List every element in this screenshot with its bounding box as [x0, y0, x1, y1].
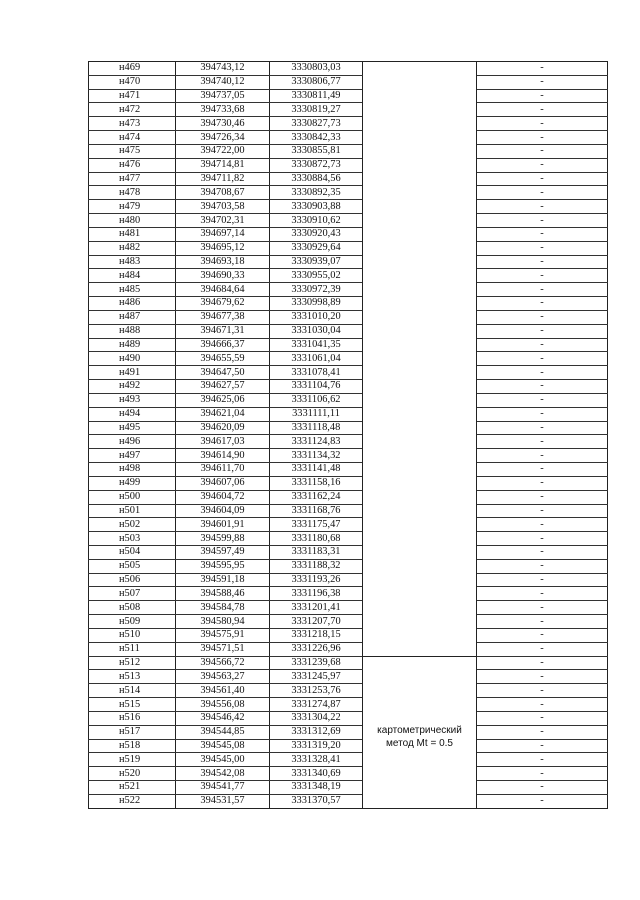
table-row — [89, 214, 608, 228]
table-row — [89, 656, 608, 670]
table-row — [89, 103, 608, 117]
table-row — [89, 338, 608, 352]
x-coordinate-cell: 394671,31 — [176, 324, 270, 338]
point-id-cell: н516 — [89, 711, 176, 725]
dash-cell: - — [477, 545, 608, 559]
x-coordinate-cell: 394740,12 — [176, 75, 270, 89]
dash-cell: - — [477, 131, 608, 145]
y-coordinate-cell: 3331183,31 — [270, 545, 363, 559]
dash-cell: - — [477, 117, 608, 131]
point-id-cell: н509 — [89, 615, 176, 629]
dash-cell: - — [477, 656, 608, 670]
dash-cell: - — [477, 421, 608, 435]
dash-cell: - — [477, 283, 608, 297]
y-coordinate-cell: 3331193,26 — [270, 573, 363, 587]
table-row — [89, 297, 608, 311]
y-coordinate-cell: 3331030,04 — [270, 324, 363, 338]
point-id-cell: н492 — [89, 380, 176, 394]
table-row — [89, 241, 608, 255]
y-coordinate-cell: 3330803,03 — [270, 62, 363, 76]
x-coordinate-cell: 394584,78 — [176, 601, 270, 615]
table-row — [89, 144, 608, 158]
dash-cell: - — [477, 615, 608, 629]
y-coordinate-cell: 3331340,69 — [270, 767, 363, 781]
y-coordinate-cell: 3331218,15 — [270, 628, 363, 642]
point-id-cell: н481 — [89, 227, 176, 241]
point-id-cell: н510 — [89, 628, 176, 642]
table-row — [89, 449, 608, 463]
point-id-cell: н494 — [89, 407, 176, 421]
y-coordinate-cell: 3331010,20 — [270, 310, 363, 324]
y-coordinate-cell: 3331124,83 — [270, 435, 363, 449]
dash-cell: - — [477, 144, 608, 158]
table-row — [89, 421, 608, 435]
x-coordinate-cell: 394722,00 — [176, 144, 270, 158]
point-id-cell: н498 — [89, 463, 176, 477]
y-coordinate-cell: 3330910,62 — [270, 214, 363, 228]
y-coordinate-cell: 3330855,81 — [270, 144, 363, 158]
table-row — [89, 255, 608, 269]
y-coordinate-cell: 3331245,97 — [270, 670, 363, 684]
dash-cell: - — [477, 449, 608, 463]
dash-cell: - — [477, 158, 608, 172]
dash-cell: - — [477, 241, 608, 255]
dash-cell: - — [477, 89, 608, 103]
dash-cell: - — [477, 573, 608, 587]
dash-cell: - — [477, 518, 608, 532]
point-id-cell: н517 — [89, 725, 176, 739]
table-row — [89, 684, 608, 698]
x-coordinate-cell: 394627,57 — [176, 380, 270, 394]
table-row — [89, 269, 608, 283]
y-coordinate-cell: 3330903,88 — [270, 200, 363, 214]
point-id-cell: н512 — [89, 656, 176, 670]
x-coordinate-cell: 394595,95 — [176, 559, 270, 573]
point-id-cell: н514 — [89, 684, 176, 698]
x-coordinate-cell: 394666,37 — [176, 338, 270, 352]
dash-cell: - — [477, 559, 608, 573]
x-coordinate-cell: 394546,42 — [176, 711, 270, 725]
table-row — [89, 200, 608, 214]
dash-cell: - — [477, 324, 608, 338]
point-id-cell: н488 — [89, 324, 176, 338]
x-coordinate-cell: 394531,57 — [176, 794, 270, 808]
y-coordinate-cell: 3331175,47 — [270, 518, 363, 532]
point-id-cell: н501 — [89, 504, 176, 518]
y-coordinate-cell: 3331104,76 — [270, 380, 363, 394]
point-id-cell: н521 — [89, 781, 176, 795]
point-id-cell: н474 — [89, 131, 176, 145]
dash-cell: - — [477, 794, 608, 808]
y-coordinate-cell: 3331274,87 — [270, 698, 363, 712]
y-coordinate-cell: 3330842,33 — [270, 131, 363, 145]
x-coordinate-cell: 394597,49 — [176, 545, 270, 559]
x-coordinate-cell: 394561,40 — [176, 684, 270, 698]
x-coordinate-cell: 394545,08 — [176, 739, 270, 753]
x-coordinate-cell: 394617,03 — [176, 435, 270, 449]
dash-cell: - — [477, 711, 608, 725]
point-id-cell: н490 — [89, 352, 176, 366]
point-id-cell: н471 — [89, 89, 176, 103]
dash-cell: - — [477, 670, 608, 684]
x-coordinate-cell: 394737,05 — [176, 89, 270, 103]
x-coordinate-cell: 394591,18 — [176, 573, 270, 587]
point-id-cell: н478 — [89, 186, 176, 200]
y-coordinate-cell: 3331196,38 — [270, 587, 363, 601]
table-row — [89, 380, 608, 394]
point-id-cell: н473 — [89, 117, 176, 131]
y-coordinate-cell: 3330955,02 — [270, 269, 363, 283]
point-id-cell: н493 — [89, 393, 176, 407]
x-coordinate-cell: 394563,27 — [176, 670, 270, 684]
dash-cell: - — [477, 310, 608, 324]
point-id-cell: н469 — [89, 62, 176, 76]
point-id-cell: н491 — [89, 366, 176, 380]
table-row — [89, 518, 608, 532]
table-row — [89, 698, 608, 712]
table-row — [89, 490, 608, 504]
table-row — [89, 227, 608, 241]
dash-cell: - — [477, 601, 608, 615]
y-coordinate-cell: 3330939,07 — [270, 255, 363, 269]
point-id-cell: н479 — [89, 200, 176, 214]
dash-cell: - — [477, 366, 608, 380]
coordinates-table-body — [89, 62, 608, 809]
x-coordinate-cell: 394647,50 — [176, 366, 270, 380]
y-coordinate-cell: 3331158,16 — [270, 476, 363, 490]
dash-cell: - — [477, 75, 608, 89]
y-coordinate-cell: 3331162,24 — [270, 490, 363, 504]
dash-cell: - — [477, 628, 608, 642]
dash-cell: - — [477, 407, 608, 421]
dash-cell: - — [477, 781, 608, 795]
x-coordinate-cell: 394677,38 — [176, 310, 270, 324]
dash-cell: - — [477, 255, 608, 269]
dash-cell: - — [477, 435, 608, 449]
table-row — [89, 628, 608, 642]
x-coordinate-cell: 394545,00 — [176, 753, 270, 767]
point-id-cell: н506 — [89, 573, 176, 587]
y-coordinate-cell: 3331253,76 — [270, 684, 363, 698]
x-coordinate-cell: 394730,46 — [176, 117, 270, 131]
table-row — [89, 615, 608, 629]
dash-cell: - — [477, 739, 608, 753]
point-id-cell: н519 — [89, 753, 176, 767]
y-coordinate-cell: 3331319,20 — [270, 739, 363, 753]
table-row — [89, 670, 608, 684]
point-id-cell: н482 — [89, 241, 176, 255]
y-coordinate-cell: 3331312,69 — [270, 725, 363, 739]
y-coordinate-cell: 3331106,62 — [270, 393, 363, 407]
point-id-cell: н520 — [89, 767, 176, 781]
x-coordinate-cell: 394697,14 — [176, 227, 270, 241]
point-id-cell: н476 — [89, 158, 176, 172]
table-row — [89, 62, 608, 76]
dash-cell: - — [477, 172, 608, 186]
x-coordinate-cell: 394556,08 — [176, 698, 270, 712]
table-row — [89, 407, 608, 421]
point-id-cell: н507 — [89, 587, 176, 601]
x-coordinate-cell: 394743,12 — [176, 62, 270, 76]
dash-cell: - — [477, 393, 608, 407]
y-coordinate-cell: 3330806,77 — [270, 75, 363, 89]
y-coordinate-cell: 3330827,73 — [270, 117, 363, 131]
dash-cell: - — [477, 227, 608, 241]
table-row — [89, 573, 608, 587]
table-row — [89, 131, 608, 145]
point-id-cell: н484 — [89, 269, 176, 283]
method-note-line-1: картометрический — [377, 725, 462, 737]
point-id-cell: н505 — [89, 559, 176, 573]
table-row — [89, 725, 608, 739]
coordinates-table — [88, 61, 608, 809]
x-coordinate-cell: 394604,09 — [176, 504, 270, 518]
point-id-cell: н515 — [89, 698, 176, 712]
dash-cell: - — [477, 200, 608, 214]
table-row — [89, 545, 608, 559]
method-note-cell — [363, 656, 477, 808]
dash-cell: - — [477, 753, 608, 767]
table-row — [89, 75, 608, 89]
y-coordinate-cell: 3330872,73 — [270, 158, 363, 172]
dash-cell: - — [477, 684, 608, 698]
y-coordinate-cell: 3331168,76 — [270, 504, 363, 518]
x-coordinate-cell: 394655,59 — [176, 352, 270, 366]
table-row — [89, 532, 608, 546]
dash-cell: - — [477, 186, 608, 200]
y-coordinate-cell: 3330811,49 — [270, 89, 363, 103]
point-id-cell: н497 — [89, 449, 176, 463]
point-id-cell: н499 — [89, 476, 176, 490]
x-coordinate-cell: 394714,81 — [176, 158, 270, 172]
x-coordinate-cell: 394544,85 — [176, 725, 270, 739]
method-note-line-2: метод Mt = 0.5 — [386, 738, 453, 750]
point-id-cell: н486 — [89, 297, 176, 311]
x-coordinate-cell: 394620,09 — [176, 421, 270, 435]
table-row — [89, 117, 608, 131]
x-coordinate-cell: 394679,62 — [176, 297, 270, 311]
table-row — [89, 366, 608, 380]
point-id-cell: н508 — [89, 601, 176, 615]
table-row — [89, 781, 608, 795]
table-row — [89, 310, 608, 324]
point-id-cell: н503 — [89, 532, 176, 546]
point-id-cell: н496 — [89, 435, 176, 449]
table-row — [89, 463, 608, 477]
y-coordinate-cell: 3331226,96 — [270, 642, 363, 656]
x-coordinate-cell: 394693,18 — [176, 255, 270, 269]
dash-cell: - — [477, 587, 608, 601]
point-id-cell: н522 — [89, 794, 176, 808]
y-coordinate-cell: 3331180,68 — [270, 532, 363, 546]
y-coordinate-cell: 3331118,48 — [270, 421, 363, 435]
table-row — [89, 601, 608, 615]
x-coordinate-cell: 394733,68 — [176, 103, 270, 117]
table-row — [89, 504, 608, 518]
x-coordinate-cell: 394571,51 — [176, 642, 270, 656]
x-coordinate-cell: 394684,64 — [176, 283, 270, 297]
table-row — [89, 172, 608, 186]
y-coordinate-cell: 3331304,22 — [270, 711, 363, 725]
point-id-cell: н483 — [89, 255, 176, 269]
point-id-cell: н513 — [89, 670, 176, 684]
x-coordinate-cell: 394726,34 — [176, 131, 270, 145]
dash-cell: - — [477, 214, 608, 228]
y-coordinate-cell: 3330920,43 — [270, 227, 363, 241]
x-coordinate-cell: 394614,90 — [176, 449, 270, 463]
point-id-cell: н502 — [89, 518, 176, 532]
table-row — [89, 642, 608, 656]
y-coordinate-cell: 3331328,41 — [270, 753, 363, 767]
point-id-cell: н475 — [89, 144, 176, 158]
point-id-cell: н485 — [89, 283, 176, 297]
y-coordinate-cell: 3331348,19 — [270, 781, 363, 795]
table-row — [89, 89, 608, 103]
point-id-cell: н489 — [89, 338, 176, 352]
dash-cell: - — [477, 62, 608, 76]
y-coordinate-cell: 3330929,64 — [270, 241, 363, 255]
dash-cell: - — [477, 269, 608, 283]
x-coordinate-cell: 394601,91 — [176, 518, 270, 532]
dash-cell: - — [477, 698, 608, 712]
dash-cell: - — [477, 352, 608, 366]
table-row — [89, 767, 608, 781]
dash-cell: - — [477, 103, 608, 117]
x-coordinate-cell: 394588,46 — [176, 587, 270, 601]
point-id-cell: н511 — [89, 642, 176, 656]
y-coordinate-cell: 3331188,32 — [270, 559, 363, 573]
x-coordinate-cell: 394566,72 — [176, 656, 270, 670]
table-row — [89, 739, 608, 753]
dash-cell: - — [477, 642, 608, 656]
y-coordinate-cell: 3331041,35 — [270, 338, 363, 352]
y-coordinate-cell: 3331201,41 — [270, 601, 363, 615]
y-coordinate-cell: 3331141,48 — [270, 463, 363, 477]
dash-cell: - — [477, 532, 608, 546]
y-coordinate-cell: 3331078,41 — [270, 366, 363, 380]
x-coordinate-cell: 394702,31 — [176, 214, 270, 228]
point-id-cell: н480 — [89, 214, 176, 228]
y-coordinate-cell: 3331207,70 — [270, 615, 363, 629]
table-row — [89, 587, 608, 601]
x-coordinate-cell: 394695,12 — [176, 241, 270, 255]
dash-cell: - — [477, 504, 608, 518]
table-row — [89, 283, 608, 297]
x-coordinate-cell: 394621,04 — [176, 407, 270, 421]
point-id-cell: н472 — [89, 103, 176, 117]
y-coordinate-cell: 3330998,89 — [270, 297, 363, 311]
dash-cell: - — [477, 490, 608, 504]
x-coordinate-cell: 394625,06 — [176, 393, 270, 407]
dash-cell: - — [477, 725, 608, 739]
table-row — [89, 711, 608, 725]
point-id-cell: н495 — [89, 421, 176, 435]
dash-cell: - — [477, 767, 608, 781]
dash-cell: - — [477, 338, 608, 352]
x-coordinate-cell: 394542,08 — [176, 767, 270, 781]
table-row — [89, 393, 608, 407]
y-coordinate-cell: 3330892,35 — [270, 186, 363, 200]
method-cell-empty — [363, 62, 477, 657]
point-id-cell: н518 — [89, 739, 176, 753]
x-coordinate-cell: 394575,91 — [176, 628, 270, 642]
x-coordinate-cell: 394599,88 — [176, 532, 270, 546]
table-row — [89, 324, 608, 338]
x-coordinate-cell: 394711,82 — [176, 172, 270, 186]
point-id-cell: н477 — [89, 172, 176, 186]
y-coordinate-cell: 3330972,39 — [270, 283, 363, 297]
table-row — [89, 186, 608, 200]
y-coordinate-cell: 3331061,04 — [270, 352, 363, 366]
x-coordinate-cell: 394690,33 — [176, 269, 270, 283]
point-id-cell: н487 — [89, 310, 176, 324]
point-id-cell: н470 — [89, 75, 176, 89]
y-coordinate-cell: 3330819,27 — [270, 103, 363, 117]
y-coordinate-cell: 3331370,57 — [270, 794, 363, 808]
dash-cell: - — [477, 476, 608, 490]
dash-cell: - — [477, 380, 608, 394]
y-coordinate-cell: 3331134,32 — [270, 449, 363, 463]
x-coordinate-cell: 394708,67 — [176, 186, 270, 200]
dash-cell: - — [477, 297, 608, 311]
dash-cell: - — [477, 463, 608, 477]
table-row — [89, 559, 608, 573]
x-coordinate-cell: 394703,58 — [176, 200, 270, 214]
table-row — [89, 476, 608, 490]
x-coordinate-cell: 394611,70 — [176, 463, 270, 477]
table-row — [89, 352, 608, 366]
y-coordinate-cell: 3331111,11 — [270, 407, 363, 421]
x-coordinate-cell: 394580,94 — [176, 615, 270, 629]
x-coordinate-cell: 394604,72 — [176, 490, 270, 504]
table-row — [89, 158, 608, 172]
point-id-cell: н504 — [89, 545, 176, 559]
table-row — [89, 435, 608, 449]
table-row — [89, 794, 608, 808]
table-row — [89, 753, 608, 767]
point-id-cell: н500 — [89, 490, 176, 504]
x-coordinate-cell: 394607,06 — [176, 476, 270, 490]
y-coordinate-cell: 3330884,56 — [270, 172, 363, 186]
y-coordinate-cell: 3331239,68 — [270, 656, 363, 670]
x-coordinate-cell: 394541,77 — [176, 781, 270, 795]
